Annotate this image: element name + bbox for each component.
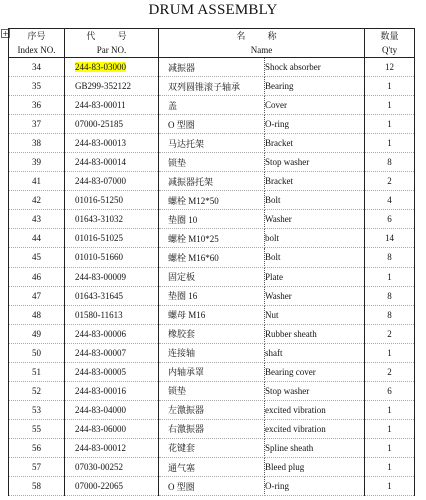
- row-quantity: 2: [365, 172, 415, 191]
- row-quantity: 2: [365, 324, 415, 343]
- row-part-number: 01016-51250: [65, 191, 159, 210]
- row-quantity: 8: [365, 248, 415, 267]
- row-part-number: 244-83-00012: [65, 438, 159, 457]
- table-row: [9, 400, 415, 419]
- row-index: 50: [9, 343, 65, 362]
- row-name-en: Bearing cover: [265, 362, 365, 381]
- row-name-en: shaft: [265, 343, 365, 362]
- table-row: [9, 286, 415, 305]
- row-index: 55: [9, 419, 65, 438]
- row-part-number: 244-83-00007: [65, 343, 159, 362]
- row-name-en: Bleed plug: [265, 457, 365, 476]
- row-name-en: Rubber sheath: [265, 324, 365, 343]
- row-index: 41: [9, 172, 65, 191]
- row-part-number: 244-83-00005: [65, 362, 159, 381]
- row-index: 47: [9, 286, 65, 305]
- row-part-number: 244-83-00006: [65, 324, 159, 343]
- row-index: 36: [9, 96, 65, 115]
- header-par-cn: 代 号: [65, 29, 159, 44]
- row-quantity: 2: [365, 362, 415, 381]
- row-part-number: 07000-22065: [65, 477, 159, 496]
- row-name-cn: 垫圈 16: [159, 286, 265, 305]
- row-name-cn: 马达托架: [159, 134, 265, 153]
- row-name-cn: 双列圆锥滚子轴承: [159, 77, 265, 96]
- row-name-en: bolt: [265, 229, 365, 248]
- row-quantity: 12: [365, 58, 415, 77]
- row-name-cn: O 型圈: [159, 115, 265, 134]
- row-name-en: Nut: [265, 305, 365, 324]
- row-name-en: O-ring: [265, 115, 365, 134]
- table-row: [9, 457, 415, 476]
- row-quantity: 8: [365, 286, 415, 305]
- row-name-en: Bracket: [265, 134, 365, 153]
- row-quantity: 8: [365, 305, 415, 324]
- row-name-en: excited vibration: [265, 400, 365, 419]
- table-row: [9, 324, 415, 343]
- row-quantity: 1: [365, 457, 415, 476]
- header-qty-cn: 数量: [365, 29, 415, 44]
- table-row: [9, 172, 415, 191]
- row-name-en: Stop washer: [265, 381, 365, 400]
- row-name-en: Bolt: [265, 248, 365, 267]
- row-index: 52: [9, 381, 65, 400]
- header-index-cn: 序号: [9, 29, 65, 44]
- row-name-cn: 盖: [159, 96, 265, 115]
- row-name-cn: 通气塞: [159, 457, 265, 476]
- row-quantity: 1: [365, 115, 415, 134]
- table-row: [9, 134, 415, 153]
- row-index: 57: [9, 457, 65, 476]
- row-part-number: 01643-31645: [65, 286, 159, 305]
- table-row: [9, 419, 415, 438]
- row-index: 43: [9, 210, 65, 229]
- row-name-en: Shock absorber: [265, 58, 365, 77]
- row-quantity: 4: [365, 191, 415, 210]
- row-quantity: 1: [365, 267, 415, 286]
- row-index: 49: [9, 324, 65, 343]
- row-quantity: 6: [365, 381, 415, 400]
- row-quantity: 8: [365, 153, 415, 172]
- table-row: [9, 267, 415, 286]
- row-name-cn: 螺母 M16: [159, 305, 265, 324]
- row-index: 56: [9, 438, 65, 457]
- header-index-en: Index NO.: [9, 43, 65, 58]
- row-quantity: 1: [365, 438, 415, 457]
- row-name-cn: 减振器: [159, 58, 265, 77]
- row-name-en: Washer: [265, 210, 365, 229]
- table-row: [9, 305, 415, 324]
- highlighted-part-number: 244-83-03000: [75, 62, 126, 73]
- table-row: [9, 58, 415, 77]
- row-name-cn: 螺栓 M12*50: [159, 191, 265, 210]
- row-quantity: 6: [365, 210, 415, 229]
- row-index: 53: [9, 400, 65, 419]
- row-part-number: 07030-00252: [65, 457, 159, 476]
- row-name-en: Cover: [265, 96, 365, 115]
- row-index: 51: [9, 362, 65, 381]
- row-part-number: 244-83-00014: [65, 153, 159, 172]
- row-name-cn: O 型圈: [159, 477, 265, 496]
- row-part-number: 244-83-00011: [65, 96, 159, 115]
- row-index: 44: [9, 229, 65, 248]
- row-quantity: 1: [365, 343, 415, 362]
- row-quantity: 1: [365, 477, 415, 496]
- row-index: 45: [9, 248, 65, 267]
- row-part-number: 01643-31032: [65, 210, 159, 229]
- row-part-number: 244-83-04000: [65, 400, 159, 419]
- header-name-en: Name: [159, 43, 365, 58]
- row-name-cn: 垫圈 10: [159, 210, 265, 229]
- row-part-number: 244-83-00009: [65, 267, 159, 286]
- row-index: 48: [9, 305, 65, 324]
- table-row: [9, 229, 415, 248]
- table-row: [9, 381, 415, 400]
- row-part-number: 01010-51660: [65, 248, 159, 267]
- row-part-number: GB299-352122: [65, 77, 159, 96]
- row-name-en: Stop washer: [265, 153, 365, 172]
- row-name-cn: 花键套: [159, 438, 265, 457]
- row-index: 58: [9, 477, 65, 496]
- row-index: 34: [9, 58, 65, 77]
- row-index: 39: [9, 153, 65, 172]
- row-name-en: Bracket: [265, 172, 365, 191]
- row-name-en: Plate: [265, 267, 365, 286]
- row-name-cn: 连接轴: [159, 343, 265, 362]
- move-anchor-icon[interactable]: +: [2, 29, 9, 38]
- row-part-number: [65, 58, 159, 77]
- row-index: 38: [9, 134, 65, 153]
- table-row: [9, 362, 415, 381]
- row-name-cn: 左激振器: [159, 400, 265, 419]
- row-name-en: Bearing: [265, 77, 365, 96]
- table-header: [9, 29, 415, 58]
- row-quantity: 1: [365, 400, 415, 419]
- row-part-number: 01016-51025: [65, 229, 159, 248]
- header-qty-en: Q'ty: [365, 43, 415, 58]
- row-name-cn: 内轴承罩: [159, 362, 265, 381]
- table-row: [9, 153, 415, 172]
- row-name-cn: 橡胶套: [159, 324, 265, 343]
- header-par-en: Par NO.: [65, 43, 159, 58]
- row-part-number: 244-83-00016: [65, 381, 159, 400]
- row-name-cn: 螺栓 M16*60: [159, 248, 265, 267]
- row-name-cn: 锁垫: [159, 381, 265, 400]
- row-quantity: 14: [365, 229, 415, 248]
- table-row: [9, 77, 415, 96]
- table-row: [9, 191, 415, 210]
- row-part-number: 244-83-06000: [65, 419, 159, 438]
- row-index: 46: [9, 267, 65, 286]
- row-name-en: O-ring: [265, 477, 365, 496]
- row-name-cn: 锁垫: [159, 153, 265, 172]
- row-quantity: 1: [365, 419, 415, 438]
- row-name-cn: 右激振器: [159, 419, 265, 438]
- row-name-en: Bolt: [265, 191, 365, 210]
- row-index: 42: [9, 191, 65, 210]
- row-name-en: Washer: [265, 286, 365, 305]
- document-title: DRUM ASSEMBLY: [148, 2, 278, 18]
- table-row: [9, 343, 415, 362]
- table-row: [9, 210, 415, 229]
- row-name-cn: 减振器托架: [159, 172, 265, 191]
- table-row: [9, 115, 415, 134]
- table-row: [9, 477, 415, 496]
- row-name-cn: 固定板: [159, 267, 265, 286]
- row-index: 37: [9, 115, 65, 134]
- row-part-number: 01580-11613: [65, 305, 159, 324]
- table-body: [9, 58, 415, 496]
- row-name-en: Spline sheath: [265, 438, 365, 457]
- row-part-number: 244-83-00013: [65, 134, 159, 153]
- table-row: [9, 438, 415, 457]
- header-name-cn: 名 称: [159, 29, 365, 44]
- row-name-en: excited vibration: [265, 419, 365, 438]
- row-index: 35: [9, 77, 65, 96]
- parts-table: [8, 28, 415, 496]
- row-quantity: 1: [365, 134, 415, 153]
- table-row: [9, 96, 415, 115]
- row-quantity: 1: [365, 77, 415, 96]
- row-part-number: 244-83-07000: [65, 172, 159, 191]
- row-name-cn: 螺栓 M10*25: [159, 229, 265, 248]
- row-part-number: 07000-25185: [65, 115, 159, 134]
- table-row: [9, 248, 415, 267]
- row-quantity: 1: [365, 96, 415, 115]
